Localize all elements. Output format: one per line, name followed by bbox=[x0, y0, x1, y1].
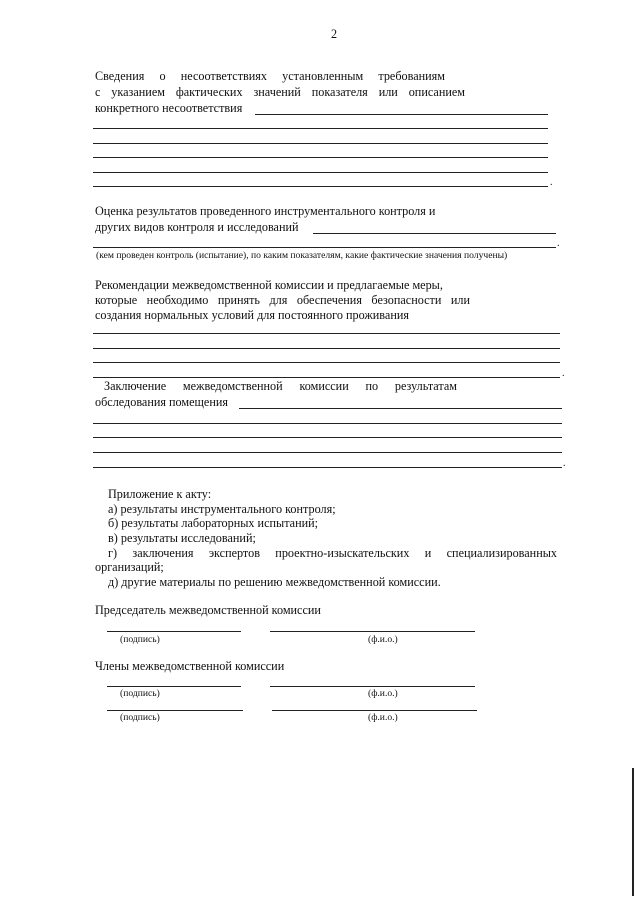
member-name-line bbox=[270, 686, 475, 687]
section4-fill-line bbox=[93, 423, 562, 424]
section4-line2: обследования помещения bbox=[95, 395, 228, 409]
member-name-caption: (ф.и.о.) bbox=[368, 712, 398, 723]
chairman-title: Председатель межведомственной комиссии bbox=[95, 603, 321, 617]
section3-fill-line bbox=[93, 348, 560, 349]
section1-fill-line bbox=[93, 143, 548, 144]
appendix-item: а) результаты инструментального контроля; bbox=[108, 502, 336, 516]
chairman-signature-caption: (подпись) bbox=[120, 634, 160, 645]
section1-fill-line bbox=[93, 157, 548, 158]
section4-line1: Заключение межведомственной комиссии по результатам bbox=[104, 379, 457, 393]
member-name-caption: (ф.и.о.) bbox=[368, 688, 398, 699]
section2-fill-line bbox=[313, 233, 556, 234]
section1-line1: Сведения о несоответствиях установленным требованиям bbox=[95, 69, 445, 83]
chairman-name-caption: (ф.и.о.) bbox=[368, 634, 398, 645]
members-title: Члены межведомственной комиссии bbox=[95, 659, 285, 673]
member-signature-caption: (подпись) bbox=[120, 688, 160, 699]
appendix-item: в) результаты исследований; bbox=[108, 531, 256, 545]
appendix-item: организаций; bbox=[95, 560, 164, 574]
scan-margin-bar bbox=[632, 768, 634, 896]
section1-fill-line bbox=[93, 128, 548, 129]
line-end-mark: . bbox=[563, 458, 566, 469]
member-signature-line bbox=[107, 710, 243, 711]
section3-line1: Рекомендации межведомственной комиссии и предлагаемые меры, bbox=[95, 278, 443, 292]
appendix-item: г) заключения экспертов проектно-изыскательских и специализированных bbox=[108, 546, 557, 560]
section1-fill-line bbox=[255, 114, 548, 115]
section3-fill-line bbox=[93, 362, 560, 363]
section3-fill-line bbox=[93, 377, 560, 378]
section1-line2: с указанием фактических значений показателя или описанием bbox=[95, 85, 465, 99]
page-number: 2 bbox=[331, 27, 338, 41]
appendix-item: б) результаты лабораторных испытаний; bbox=[108, 516, 319, 530]
member-signature-caption: (подпись) bbox=[120, 712, 160, 723]
section1-fill-line bbox=[93, 186, 548, 187]
section4-fill-line bbox=[93, 467, 562, 468]
section2-caption: (кем проведен контроль (испытание), по каким показателям, какие фактические значения получены) bbox=[96, 250, 508, 261]
section4-fill-line bbox=[239, 408, 562, 409]
line-end-mark: . bbox=[562, 368, 565, 379]
section3-fill-line bbox=[93, 333, 560, 334]
line-end-mark: . bbox=[557, 238, 560, 249]
section3-line3: создания нормальных условий для постоянного проживания bbox=[95, 308, 409, 322]
member-signature-line bbox=[107, 686, 241, 687]
section3-line2: которые необходимо принять для обеспечения безопасности или bbox=[95, 293, 470, 307]
line-end-mark: . bbox=[550, 177, 553, 188]
member-name-line bbox=[272, 710, 477, 711]
chairman-name-line bbox=[270, 631, 475, 632]
section4-fill-line bbox=[93, 452, 562, 453]
chairman-signature-line bbox=[107, 631, 241, 632]
section2-fill-line bbox=[93, 247, 556, 248]
appendix-item: д) другие материалы по решению межведомственной комиссии. bbox=[108, 575, 441, 589]
section4-fill-line bbox=[93, 437, 562, 438]
section1-fill-line bbox=[93, 172, 548, 173]
appendix-title: Приложение к акту: bbox=[108, 487, 212, 501]
section1-line3: конкретного несоответствия bbox=[95, 101, 243, 115]
section2-line2: других видов контроля и исследований bbox=[95, 220, 299, 234]
section2-line1: Оценка результатов проведенного инструментального контроля и bbox=[95, 204, 436, 218]
